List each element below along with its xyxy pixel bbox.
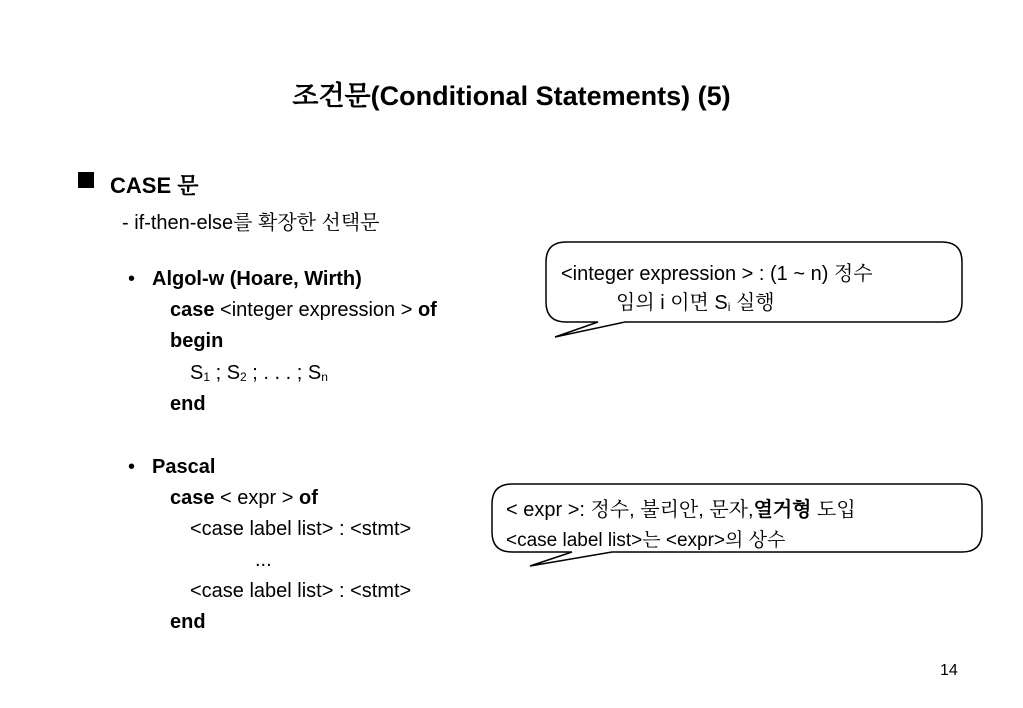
callout-2-line-1 <box>506 493 856 522</box>
callout-2-bold-term: 열거형 <box>753 499 812 521</box>
row-stmt: <stmt> <box>350 580 412 602</box>
callout-2-text: < expr >: 정수, 불리안, 문자, <box>506 499 754 521</box>
callout-2-line-2: <case label list>는 <expr>의 상수 <box>506 530 786 551</box>
algol-expr: <integer expression > <box>214 299 418 321</box>
keyword-of: of <box>299 487 318 509</box>
algol-case-line <box>170 299 437 322</box>
keyword-of: of <box>417 299 437 321</box>
bullet-dot-icon: • <box>128 456 136 478</box>
pascal-expr: < expr > <box>214 487 299 509</box>
keyword-end-pascal: end <box>170 611 206 633</box>
bullet-dot-icon: • <box>128 268 136 290</box>
algol-heading: Algol-w (Hoare, Wirth) <box>152 268 362 290</box>
page-number: 14 <box>940 662 958 679</box>
case-label-list: <case label list> <box>190 518 334 540</box>
callout-1-line-2-suffix: 실행 <box>730 292 775 314</box>
stmt-sn-sub: n <box>321 370 328 384</box>
pascal-heading: Pascal <box>152 456 216 478</box>
row-separator: : <box>333 518 351 540</box>
stmt-s1: S <box>190 362 204 384</box>
algol-statements-line <box>190 362 328 385</box>
stmt-sep-1: ; <box>210 362 227 384</box>
keyword-begin: begin <box>170 330 224 352</box>
slide-title: 조건문(Conditional Statements) (5) <box>292 81 731 111</box>
callout-1-line-2 <box>616 286 775 315</box>
row-stmt: <stmt> <box>350 518 412 540</box>
keyword-case: case <box>170 299 215 321</box>
keyword-case: case <box>170 487 215 509</box>
keyword-end-algol: end <box>170 393 206 415</box>
stmt-sn: S <box>307 362 322 384</box>
pascal-ellipsis: ... <box>255 549 272 571</box>
row-separator: : <box>333 580 351 602</box>
pascal-row-1 <box>190 518 411 541</box>
stmt-s1-sub: 1 <box>203 370 211 384</box>
pascal-case-line <box>170 487 318 510</box>
stmt-s2: S <box>226 362 241 384</box>
case-label-list: <case label list> <box>190 580 334 602</box>
pascal-row-2 <box>190 580 411 603</box>
callout-1-line-1: <integer expression > : (1 ~ n) 정수 <box>561 263 873 285</box>
stmt-sep-3: ; <box>291 362 308 384</box>
case-description: - if-then-else를 확장한 선택문 <box>122 212 380 234</box>
callout-1-line-2-text: 임의 i 이면 S <box>616 292 728 314</box>
case-heading: CASE 문 <box>110 173 199 198</box>
callout-2-suffix: 도입 <box>811 499 856 521</box>
stmt-sep-2: ; <box>246 362 264 384</box>
callout-1-subscript: i <box>727 300 731 314</box>
stmt-s2-sub: 2 <box>240 370 247 384</box>
square-bullet-icon <box>78 172 94 188</box>
stmt-ellipsis: . . . <box>263 362 292 384</box>
